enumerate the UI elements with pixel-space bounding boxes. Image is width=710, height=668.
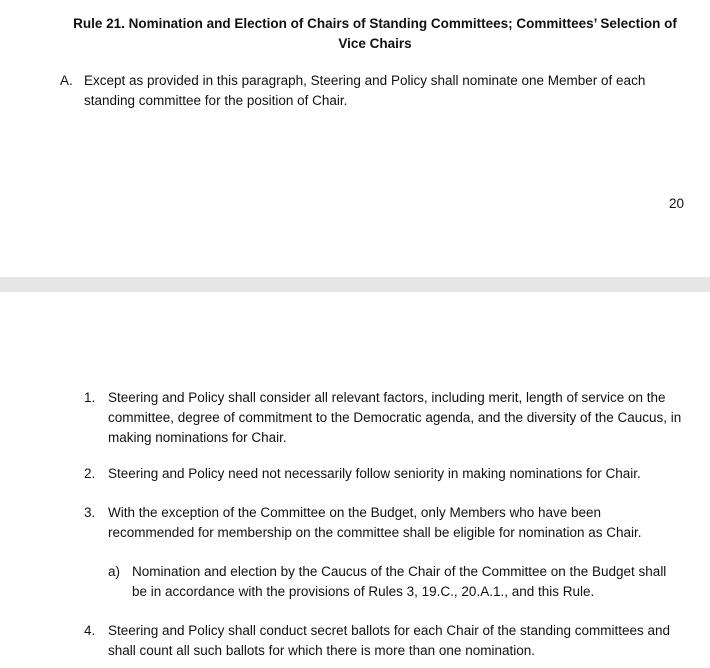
paragraph-a <box>60 71 660 111</box>
list-item-marker: 1. <box>84 390 96 405</box>
list-item-2 <box>84 464 684 484</box>
document-page-bottom <box>0 292 710 668</box>
document-page-top <box>0 0 710 277</box>
list-item-marker: 2. <box>84 466 96 481</box>
list-item-text: Steering and Policy shall conduct secret ballots for each Chair of the standing committees and shall count all such ballots for which there is more than one nomination. <box>108 623 671 658</box>
list-item-text: Steering and Policy shall consider all relevant factors, including merit, length of service on the committee, degree of commitment to the Democratic agenda, and the diversity of the Caucus, in making nominations for Chair. <box>108 390 682 445</box>
list-item-text: With the exception of the Committee on the Budget, only Members who have been recommended for membership on the committee shall be eligible for nomination as Chair. <box>108 505 642 540</box>
list-item-marker: 3. <box>84 505 96 520</box>
list-item-marker: 4. <box>84 623 96 638</box>
page-number: 20 <box>668 196 684 211</box>
sub-list-item-3a <box>108 562 678 602</box>
paragraph-a-text: Except as provided in this paragraph, Steering and Policy shall nominate one Member of each standing committee for the position of Chair. <box>84 73 646 108</box>
sub-list-item-text: Nomination and election by the Caucus of the Chair of the Committee on the Budget shall be in accordance with the provisions of Rules 3, 19.C., 20.A.1., and this Rule. <box>132 564 667 599</box>
sub-list-item-marker: a) <box>108 564 121 579</box>
paragraph-a-marker: A. <box>60 73 73 88</box>
list-item-4 <box>84 621 684 661</box>
list-item-text: Steering and Policy need not necessarily follow seniority in making nominations for Chair. <box>108 466 641 481</box>
list-item-3 <box>84 503 684 543</box>
rule-title: Rule 21. Nomination and Election of Chairs of Standing Committees; Committees’ Selection of Vice Chairs <box>73 16 677 51</box>
list-item-1 <box>84 388 684 448</box>
